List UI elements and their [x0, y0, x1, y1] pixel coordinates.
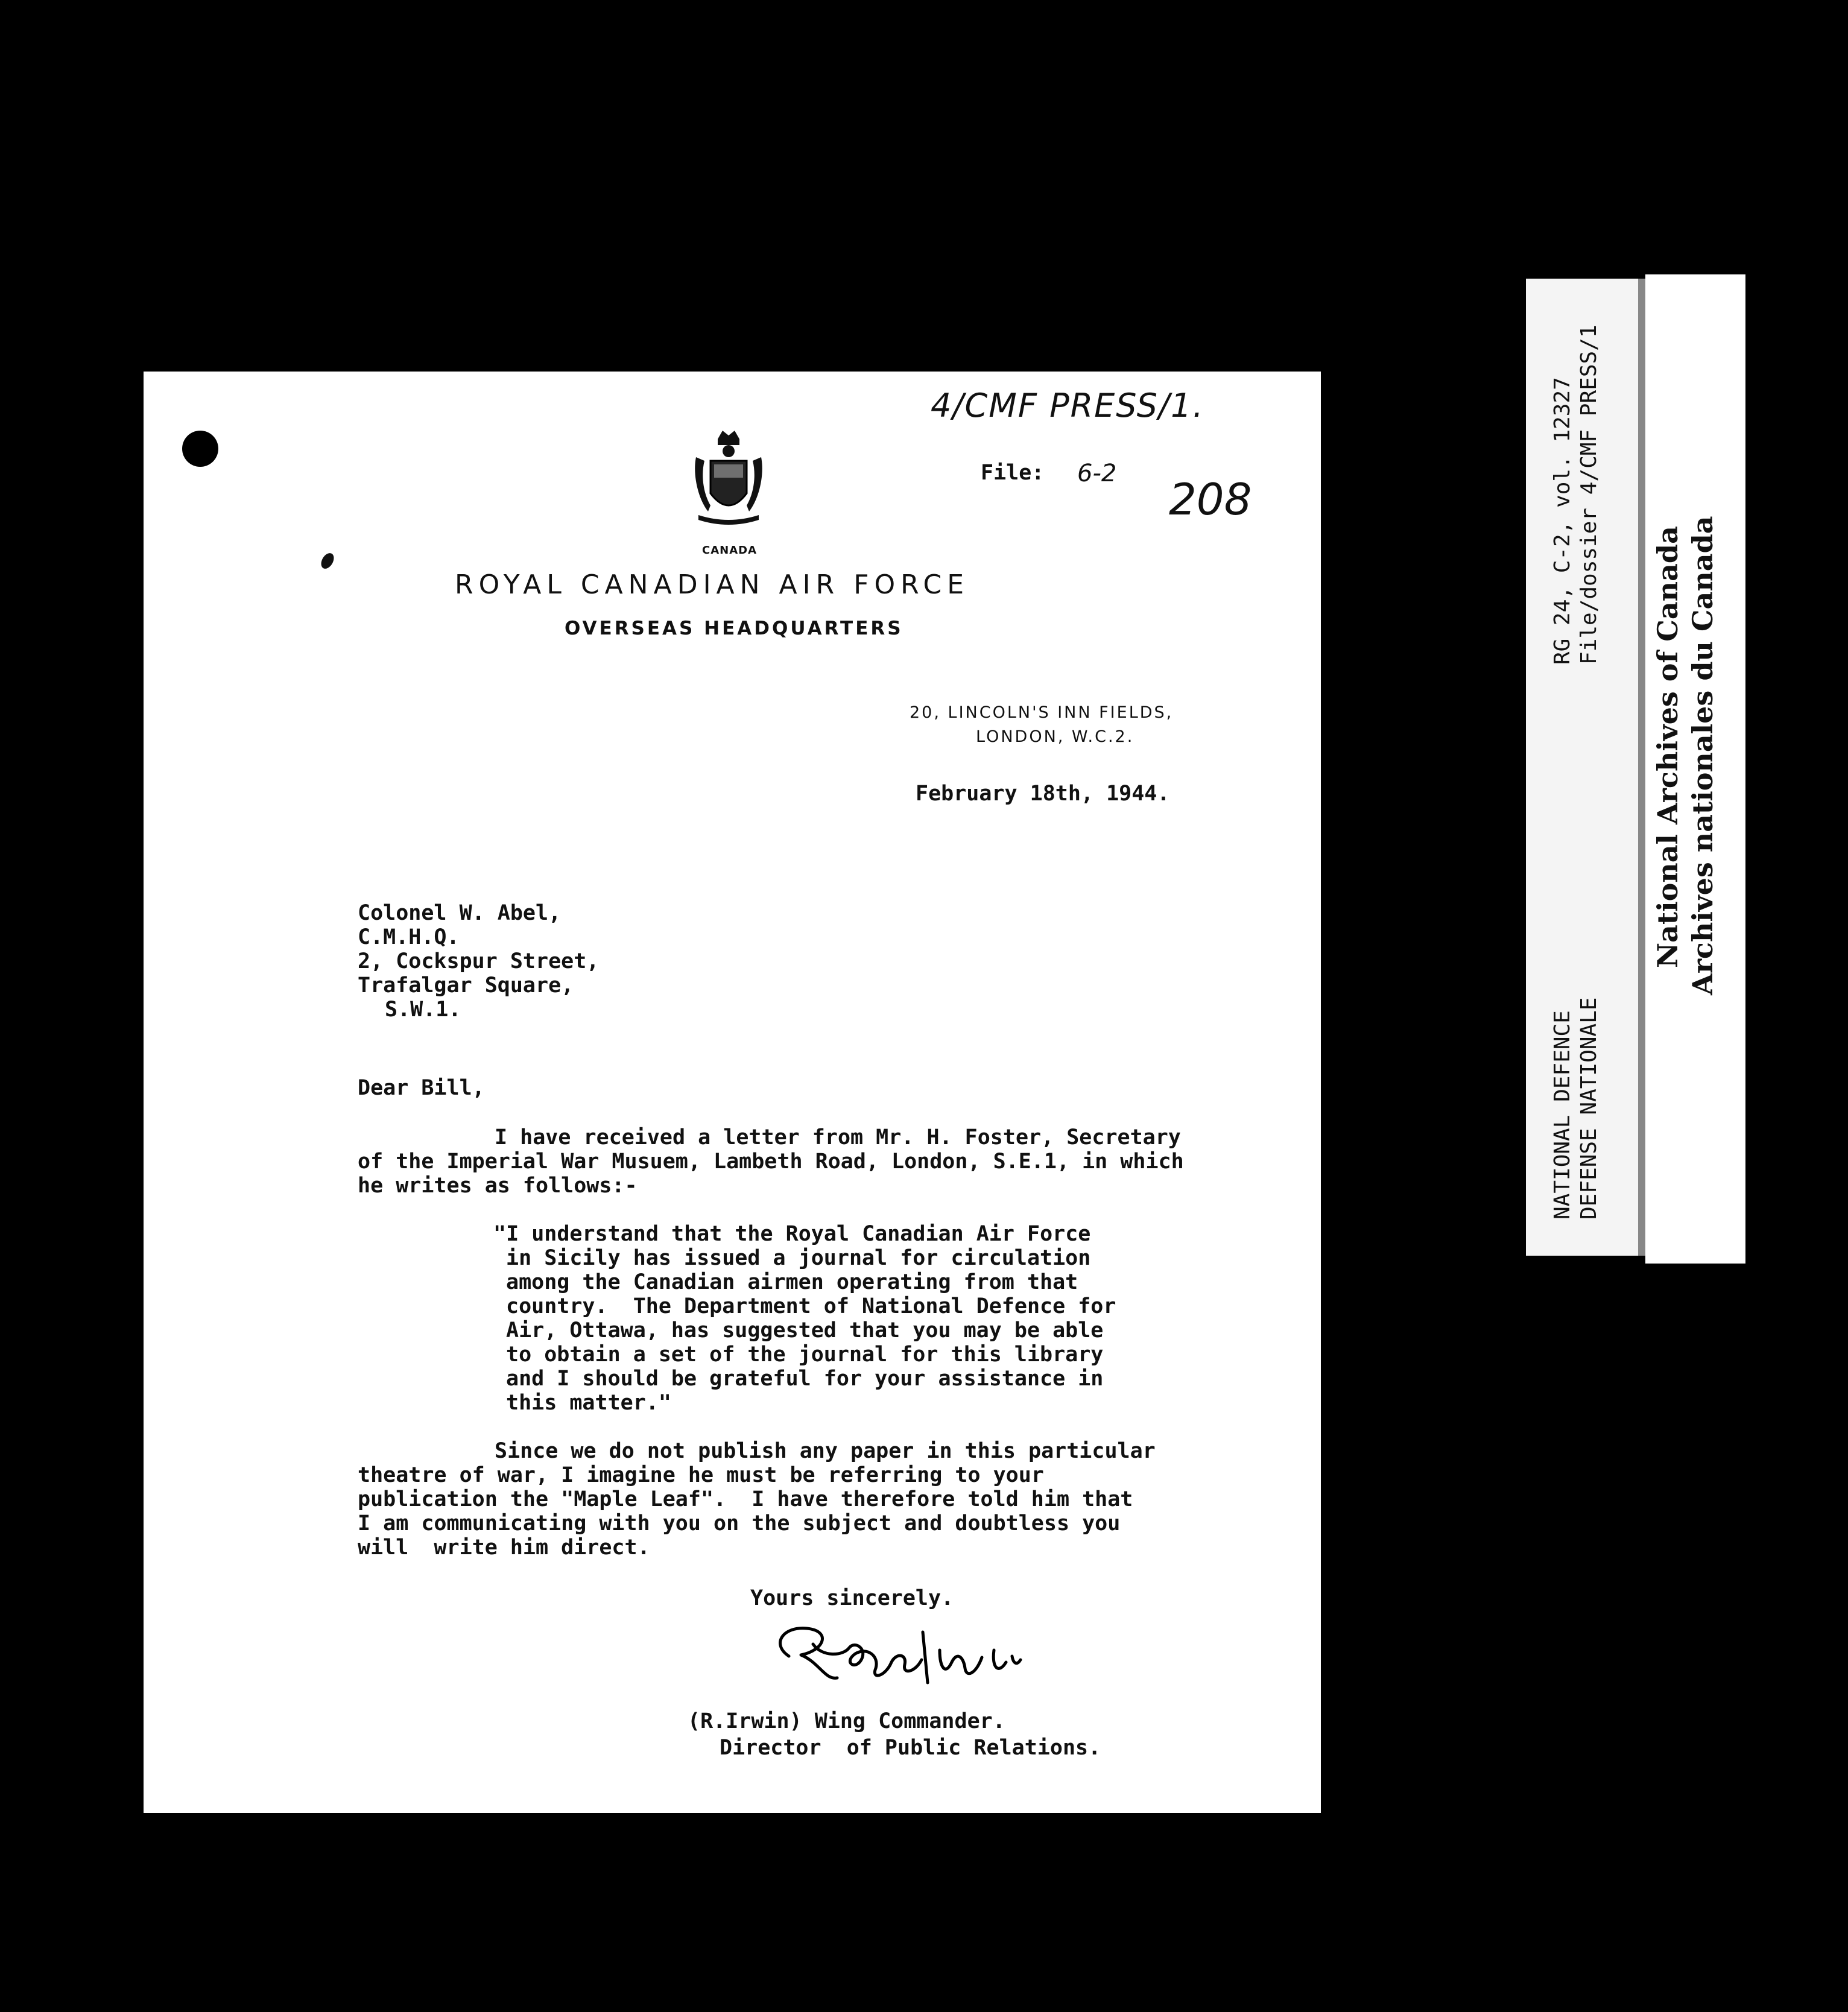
para1-line: of the Imperial War Musuem, Lambeth Road, London, S.E.1, in which — [358, 1150, 1184, 1174]
para2-line: will write him direct. — [358, 1536, 650, 1560]
file-label: File: — [981, 461, 1045, 485]
para2-line: publication the "Maple Leaf". I have therefore told him that — [358, 1487, 1133, 1511]
quote-line: this matter." — [506, 1391, 671, 1415]
recipient-line: Colonel W. Abel, — [358, 901, 562, 925]
crest-icon — [686, 427, 771, 530]
quote-line: in Sicily has issued a journal for circulation — [506, 1246, 1091, 1270]
archive-dept-line2: DEFENSE NATIONALE — [1577, 997, 1601, 1220]
archive-dept-line1: NATIONAL DEFENCE — [1550, 1010, 1575, 1220]
archive-reference-line1: RG 24, C-2, vol. 12327 — [1550, 377, 1575, 665]
salutation: Dear Bill, — [358, 1076, 485, 1100]
quote-line: country. The Department of National Defence for — [506, 1294, 1116, 1318]
letterhead-address-line2: LONDON, W.C.2. — [976, 727, 1134, 746]
para2-line: Since we do not publish any paper in this particular — [495, 1439, 1156, 1463]
letterhead-department: OVERSEAS HEADQUARTERS — [565, 618, 903, 639]
quote-line: and I should be grateful for your assistance in — [506, 1367, 1104, 1391]
recipient-line: Trafalgar Square, — [358, 973, 574, 998]
archives-line2: Archives nationales du Canada — [1686, 516, 1719, 995]
para1-line: he writes as follows:- — [358, 1174, 638, 1198]
para2-line: I am communicating with you on the subject and doubtless you — [358, 1511, 1121, 1536]
quote-line: among the Canadian airmen operating from that — [506, 1270, 1078, 1294]
quote-line: "I understand that the Royal Canadian Air Force — [493, 1222, 1091, 1246]
recipient-line: 2, Cockspur Street, — [358, 949, 600, 973]
letterhead-org-name: ROYAL CANADIAN AIR FORCE — [455, 569, 970, 600]
recipient-line: S.W.1. — [385, 998, 461, 1022]
signature-image — [765, 1620, 1048, 1698]
punch-hole — [182, 431, 218, 467]
handwritten-file-number: 4/CMF PRESS/1. — [931, 387, 1204, 425]
closing: Yours sincerely. — [750, 1586, 954, 1610]
letter-date: February 18th, 1944. — [916, 782, 1170, 806]
signatory-line1: (R.Irwin) Wing Commander. — [688, 1709, 1005, 1733]
letter-sheet — [144, 372, 1321, 1813]
para1-line: I have received a letter from Mr. H. Foster, Secretary — [495, 1125, 1181, 1150]
ink-blot — [318, 551, 337, 571]
recipient-line: C.M.H.Q. — [358, 925, 460, 949]
letterhead-country: CANADA — [702, 544, 758, 557]
page-number-handwritten: 208 — [1169, 474, 1252, 525]
quote-line: to obtain a set of the journal for this library — [506, 1343, 1104, 1367]
archives-line1: National Archives of Canada — [1651, 526, 1684, 968]
quote-line: Air, Ottawa, has suggested that you may be able — [506, 1318, 1104, 1343]
archives-label — [1645, 274, 1745, 1264]
signatory-line2: Director of Public Relations. — [720, 1736, 1101, 1760]
letterhead-address-line1: 20, LINCOLN'S INN FIELDS, — [910, 703, 1174, 722]
para2-line: theatre of war, I imagine he must be referring to your — [358, 1463, 1044, 1487]
file-value: 6-2 — [1077, 460, 1117, 487]
archive-reference-line2: File/dossier 4/CMF PRESS/1 — [1577, 324, 1601, 665]
